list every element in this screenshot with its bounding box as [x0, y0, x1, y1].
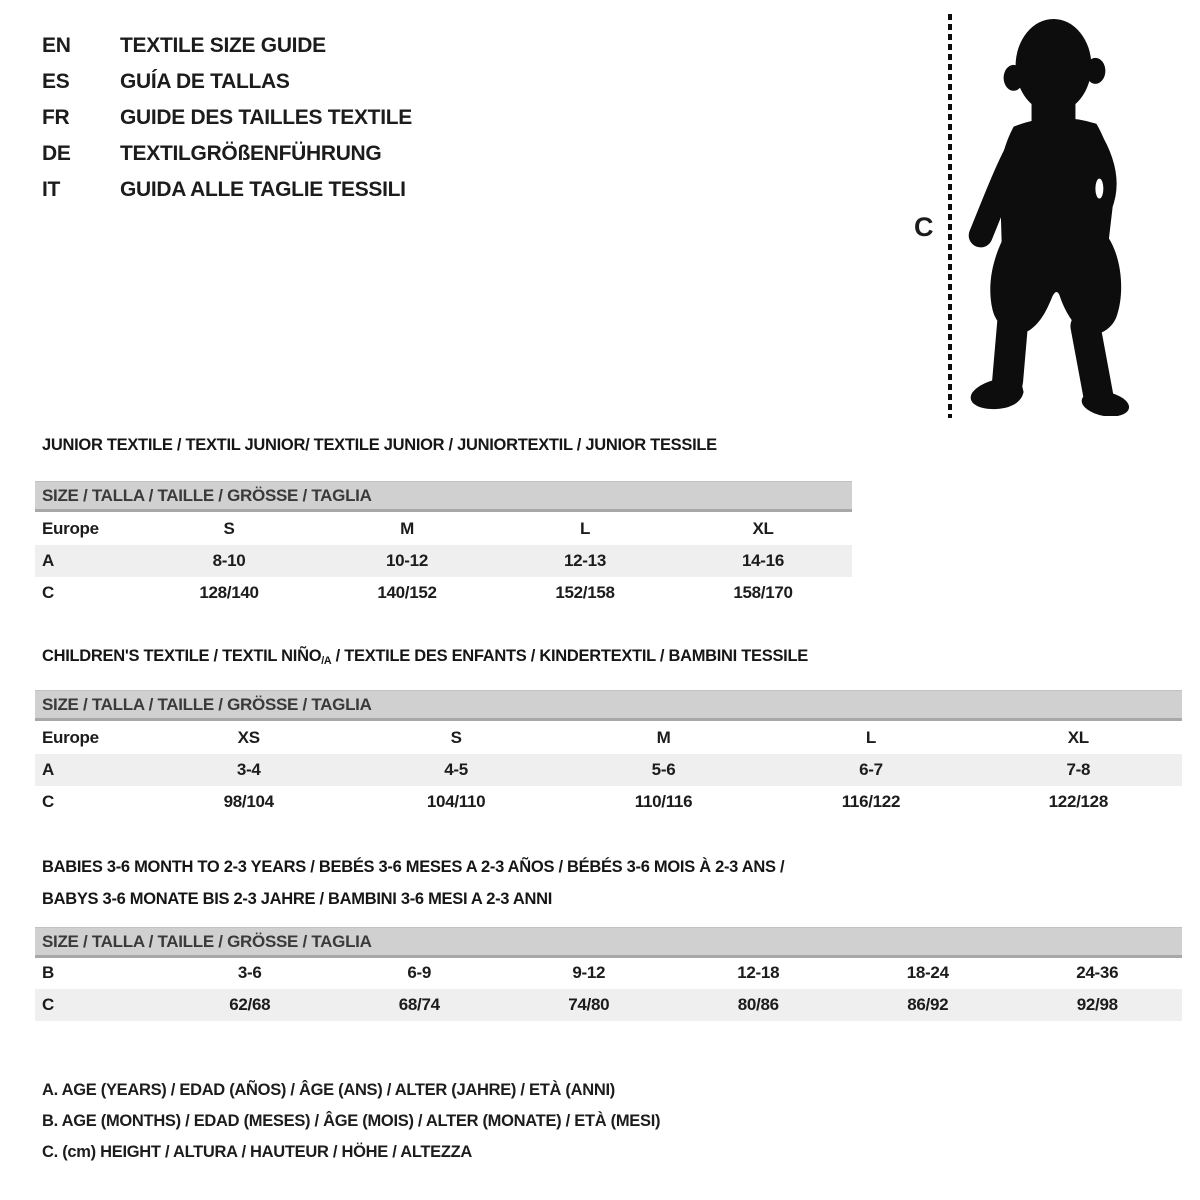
value-cell: 10-12 [386, 551, 428, 570]
value-cell: 74/80 [568, 995, 610, 1014]
language-code: DE [42, 142, 71, 165]
table-row [35, 957, 1182, 989]
value-cell: XL [752, 519, 774, 538]
value-cell: 116/122 [841, 792, 901, 811]
value-cell: 24-36 [1076, 963, 1119, 982]
language-row [42, 64, 412, 100]
value-cell: M [656, 728, 671, 747]
language-code: IT [42, 178, 61, 201]
row-label-cell: C [42, 792, 54, 811]
babies-heading-line2: BABYS 3-6 MONATE BIS 2-3 JAHRE / BAMBINI 3-6 MESI A 2-3 ANNI [42, 889, 553, 908]
footnote-b: B. AGE (MONTHS) / EDAD (MESES) / ÂGE (MOIS) / ALTER (MONATE) / ETÀ (MESI) [42, 1111, 661, 1130]
value-cell: S [223, 519, 235, 538]
value-cell: XL [1067, 728, 1089, 747]
babies-size-table [35, 957, 1182, 1021]
guide-title: GUIDE DES TAILLES TEXTILE [120, 106, 412, 129]
row-label-cell: Europe [42, 728, 99, 747]
value-cell: 92/98 [1076, 995, 1118, 1014]
value-cell: 3-6 [237, 963, 262, 982]
value-cell: 80/86 [737, 995, 779, 1014]
children-heading-text: CHILDREN'S TEXTILE / TEXTIL NIÑO [42, 646, 322, 665]
guide-title: GUIDA ALLE TAGLIE TESSILI [120, 178, 406, 201]
value-cell: 7-8 [1066, 760, 1091, 779]
value-cell: 68/74 [398, 995, 440, 1014]
value-cell: XS [237, 728, 260, 747]
size-header-label: SIZE / TALLA / TAILLE / GRÖSSE / TAGLIA [42, 694, 372, 714]
language-code: EN [42, 34, 71, 57]
language-row [42, 100, 412, 136]
row-label-cell: C [42, 995, 54, 1014]
junior-section-heading: JUNIOR TEXTILE / TEXTIL JUNIOR/ TEXTILE JUNIOR / JUNIORTEXTIL / JUNIOR TESSILE [42, 435, 717, 454]
value-cell: S [450, 728, 462, 747]
value-cell: 3-4 [236, 760, 261, 779]
size-header-label: SIZE / TALLA / TAILLE / GRÖSSE / TAGLIA [42, 485, 372, 505]
babies-size-header-bar [35, 927, 1182, 958]
value-cell: 62/68 [229, 995, 271, 1014]
footnote-legend [42, 1074, 679, 1167]
value-cell: L [579, 519, 591, 538]
value-cell: 128/140 [199, 583, 259, 602]
value-cell: 158/170 [733, 583, 793, 602]
value-cell: 98/104 [223, 792, 274, 811]
row-label-cell: A [42, 551, 54, 570]
value-cell: 6-9 [407, 963, 432, 982]
children-size-table [35, 722, 1182, 818]
language-row [42, 136, 412, 172]
language-title-list [42, 28, 412, 208]
table-row [35, 786, 1182, 818]
table-row [35, 989, 1182, 1021]
value-cell: 12-18 [737, 963, 780, 982]
babies-heading-line1: BABIES 3-6 MONTH TO 2-3 YEARS / BEBÉS 3-6 MESES A 2-3 AÑOS / BÉBÉS 3-6 MOIS À 2-3 ANS / [42, 857, 785, 876]
children-heading-text: / TEXTILE DES ENFANTS / KINDERTEXTIL / BAMBINI TESSILE [331, 646, 808, 665]
junior-size-table [35, 513, 852, 609]
table-row [35, 577, 852, 609]
value-cell: 12-13 [564, 551, 606, 570]
table-row [35, 513, 852, 545]
value-cell: 110/116 [634, 792, 693, 811]
guide-title: TEXTILE SIZE GUIDE [120, 34, 326, 57]
value-cell: 122/128 [1048, 792, 1108, 811]
value-cell: 9-12 [572, 963, 606, 982]
value-cell: 140/152 [377, 583, 437, 602]
children-size-header-bar [35, 690, 1182, 721]
babies-section-heading [42, 851, 784, 915]
footnote-c: C. (cm) HEIGHT / ALTURA / HAUTEUR / HÖHE / ALTEZZA [42, 1142, 473, 1161]
junior-size-header-bar [35, 481, 852, 512]
height-measure-label: C [914, 212, 934, 242]
language-row [42, 172, 412, 208]
language-code: ES [42, 70, 70, 93]
guide-title: GUÍA DE TALLAS [120, 70, 290, 93]
language-code: FR [42, 106, 70, 129]
value-cell: 8-10 [212, 551, 246, 570]
height-dashed-line [948, 14, 952, 418]
table-row [35, 545, 852, 577]
value-cell: 6-7 [859, 760, 883, 779]
value-cell: 104/110 [426, 792, 486, 811]
table-row [35, 754, 1182, 786]
value-cell: 18-24 [906, 963, 949, 982]
value-cell: 14-16 [742, 551, 784, 570]
size-header-label: SIZE / TALLA / TAILLE / GRÖSSE / TAGLIA [42, 931, 372, 951]
footnote-a: A. AGE (YEARS) / EDAD (AÑOS) / ÂGE (ANS) / ALTER (JAHRE) / ETÀ (ANNI) [42, 1080, 615, 1099]
children-section-heading [42, 645, 808, 669]
row-label-cell: C [42, 583, 54, 602]
row-label-cell: A [42, 760, 54, 779]
value-cell: 86/92 [907, 995, 949, 1014]
row-label-cell: B [42, 963, 54, 982]
table-row [35, 722, 1182, 754]
value-cell: 4-5 [444, 760, 468, 779]
value-cell: M [400, 519, 414, 538]
value-cell: 152/158 [555, 583, 615, 602]
value-cell: 5-6 [651, 760, 676, 779]
toddler-silhouette-icon [958, 12, 1144, 416]
children-heading-subscript: /A [321, 655, 332, 667]
value-cell: L [865, 728, 876, 747]
language-row [42, 28, 412, 64]
guide-title: TEXTILGRÖßENFÜHRUNG [120, 142, 382, 165]
row-label-cell: Europe [42, 519, 99, 538]
